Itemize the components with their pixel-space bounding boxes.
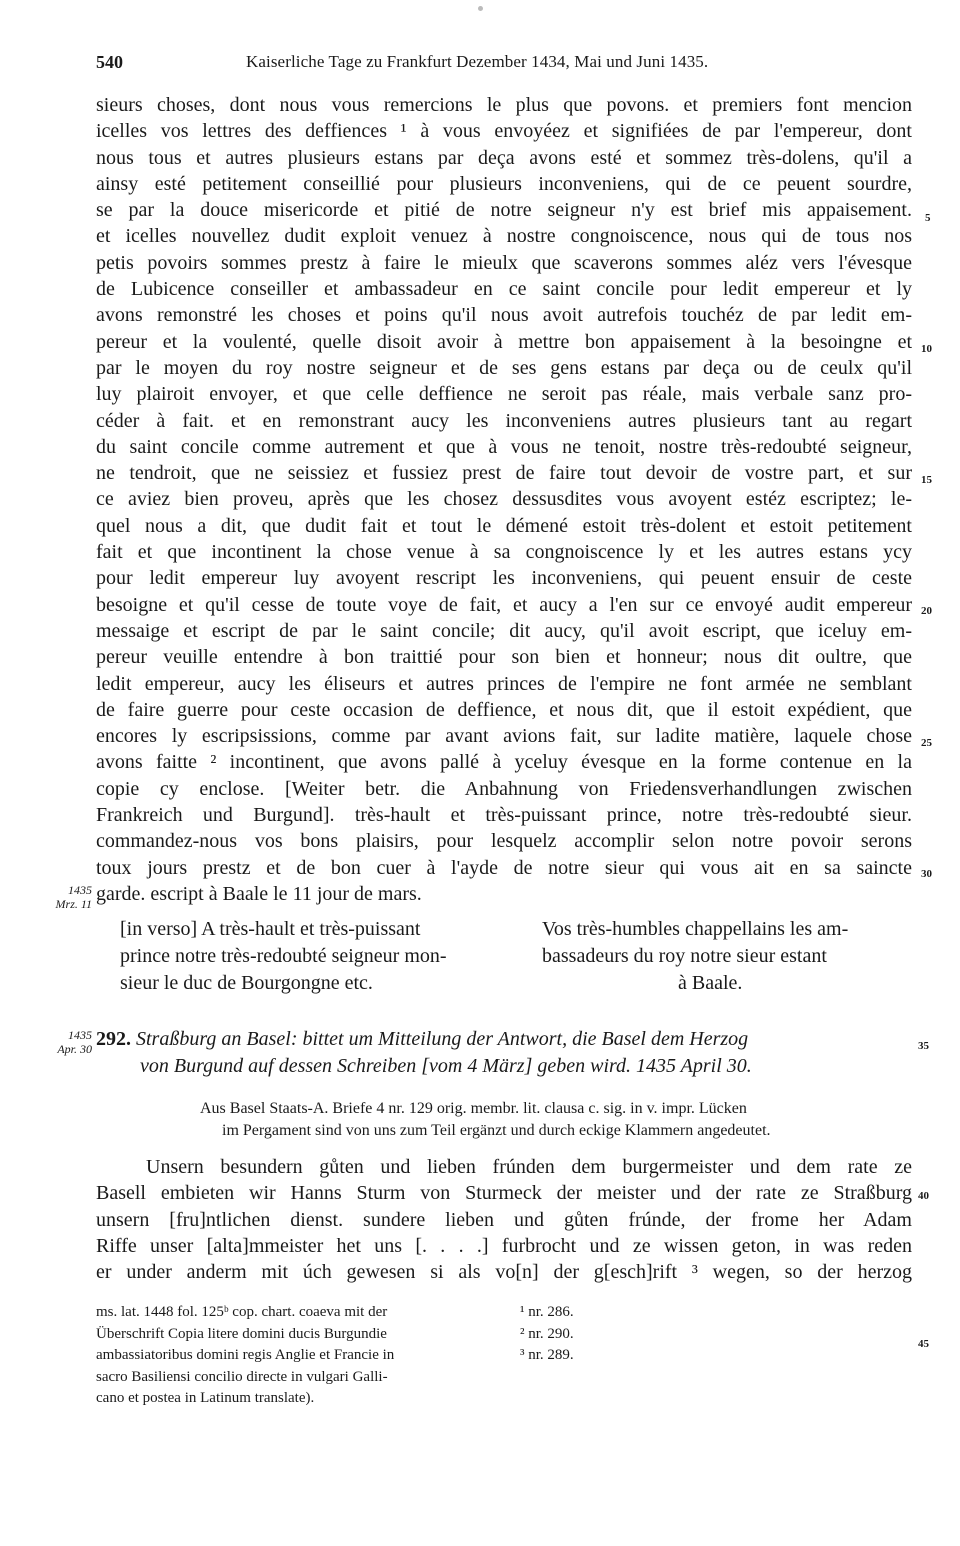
- line-number: 15: [921, 474, 932, 486]
- footnote-line: ambassiatoribus domini regis Anglie et Francie in: [96, 1347, 395, 1363]
- page-number: 540: [96, 52, 123, 72]
- address-left: [120, 916, 520, 997]
- text-line: Riffe unser [alta]mmeister het uns [. . . .] furbrocht und ze wissen geton, in was reden: [96, 1234, 912, 1257]
- line-number: 45: [918, 1338, 929, 1350]
- text-line: Unsern besundern gůten und lieben frúnden dem burgermeister und dem rate ze: [146, 1156, 912, 1178]
- address-line: [in verso] A très-hault et très-puissant: [120, 918, 421, 940]
- footnote: ¹ nr. 286.: [520, 1304, 574, 1320]
- line-number: 40: [918, 1190, 929, 1202]
- text-line: de Lubicence conseiller et ambassadeur en ce saint concile pour ledit empereur et ly: [96, 278, 912, 301]
- text-line: luy plairoit envoyer, et que celle deffience ne seroit pas réale, mais verbale sanz pro-: [96, 383, 912, 406]
- address-line: bassadeurs du roy notre sieur estant: [542, 945, 827, 967]
- text-line: besoigne et qu'il cesse de toute voye de fait, et aucy a l'en sur ce envoyé audit empereur: [96, 593, 912, 616]
- address-line: à Baale.: [678, 972, 743, 994]
- text-line: nous tous et autres plusieurs estans par deça avons esté et sommez très-dolens, qu'il a: [96, 146, 912, 169]
- source-line: im Pergament sind von uns zum Teil ergänzt und durch eckige Klammern angedeutet.: [222, 1122, 771, 1139]
- text-line: ledit empereur, aucy les éliseurs et autres princes de l'empire ne font armée ne semblant: [96, 672, 912, 695]
- address-line: sieur le duc de Bourgongne etc.: [120, 972, 373, 994]
- text-line: encores ly escripsissions, comme par avant avions fait, sur ladite matière, laquele chose: [96, 725, 912, 748]
- text-line: et icelles nouvellez dudit exploit venuez à nostre congnoiscence, nous qui de tous nos: [96, 225, 912, 248]
- scan-mark: [478, 6, 483, 11]
- text-line: messaige et escript de par le saint concile; dit aucy, qu'il avoit escript, que iceluy em-: [96, 619, 912, 642]
- line-number: 35: [918, 1040, 929, 1052]
- footnote-line: sacro Basiliensi concilio directe in vulgari Galli-: [96, 1368, 388, 1385]
- text-line: pereur et la voulenté, quelle disoit avoir à mettre bon appaisement à la besoingne et: [96, 330, 912, 353]
- text-line: avons faitte ² incontinent, que avons pallé à yceluy évesque en la forme contenue en la: [96, 751, 912, 774]
- text-line: ne tendroit, que ne seissiez et fussiez prest de faire tout devoir de vostre part, et sur: [96, 462, 912, 485]
- text-line: ce aviez bien proveu, après que les chosez dessusdites vous avoyent estéz escriptez; le-: [96, 488, 912, 511]
- text-line: toux jours prestz et de bon cuer à l'ayde de notre sieur qui vous ait en sa saincte: [96, 856, 912, 879]
- text-line: du saint concile comme autrement et que à vous ne tenoit, nostre très-redoubté seigneur,: [96, 435, 912, 458]
- text-line: par le moyen du roy nostre seigneur et de ses gens estans par deça ou de ceulx qu'il: [96, 356, 912, 379]
- footnote-line: cano et postea in Latinum translate).: [96, 1390, 315, 1406]
- source-line: Aus Basel Staats-A. Briefe 4 nr. 129 orig. membr. lit. clausa c. sig. in v. impr. Lücken: [200, 1100, 747, 1117]
- line-number: 30: [921, 868, 932, 880]
- line-number: 5: [925, 212, 931, 224]
- line-number: 25: [921, 737, 932, 749]
- text-line: ainsy esté petitement conseillié pour plusieurs inconveniens, qui de ce peuent sourdre,: [96, 172, 912, 195]
- line-number: 20: [921, 605, 932, 617]
- text-line: sieurs choses, dont nous vous remercions le plus que povons. et premiers font mencion: [96, 94, 912, 116]
- document-heading: [96, 1026, 912, 1080]
- running-head: Kaiserliche Tage zu Frankfurt Dezember 1434, Mai und Juni 1435.: [246, 52, 709, 71]
- text-line: quel nous a dit, que dudit fait et tout le démené estoit très-dolent et estoit petitement: [96, 514, 912, 537]
- text-line: Basell embieten wir Hanns Sturm von Sturmeck der meister und der rate ze Straßburg: [96, 1182, 912, 1205]
- address-line: Vos très-humbles chappellains les am-: [542, 918, 849, 940]
- footnote-line: ms. lat. 1448 fol. 125ᵇ cop. chart. coaeva mit der: [96, 1304, 388, 1320]
- text-line: Frankreich und Burgund]. très-hault et très-puissant prince, notre très-redoubté sieur.: [96, 804, 912, 827]
- page-header: [96, 52, 916, 78]
- margin-date: [36, 883, 92, 911]
- text-line: de faire guerre pour ceste occasion de deffience, et nous dit, que il estoit expédient, que: [96, 698, 912, 721]
- margin-date: [36, 1028, 92, 1056]
- document-text: [96, 1154, 912, 1285]
- footnote: ² nr. 290.: [520, 1325, 574, 1342]
- footnote-source: [96, 1302, 506, 1410]
- margin-date-day: Mrz. 11: [55, 897, 92, 911]
- letter-text: [96, 92, 912, 907]
- text-line: pereur veuille entendre à bon traittié pour son bien et honneur; nous dit oultre, que: [96, 646, 912, 669]
- text-line: avons remonstré les choses et poins qu'il nous avoit autrefois touchéz de par ledit em-: [96, 304, 912, 327]
- text-line: fait et que incontinent la chose venue à sa congnoiscence ly et les autres estans ycy: [96, 541, 912, 564]
- text-line: unsern [fru]ntlichen dienst. sundere lieben und gůten frúnde, der frome her Adam: [96, 1208, 912, 1231]
- text-line: se par la douce misericorde et pitié de notre seigneur n'y est brief mis appaisement.: [96, 199, 912, 222]
- text-line: icelles vos lettres des deffiences ¹ à vous envoyéez et signifiées de par l'empereur, dont: [96, 120, 912, 143]
- margin-date-year: 1435: [68, 1028, 92, 1042]
- margin-date-day: Apr. 30: [57, 1042, 92, 1056]
- document-title-line: von Burgund auf dessen Schreiben [vom 4 März] geben wird. 1435 April 30.: [140, 1055, 752, 1077]
- line-number: 10: [921, 343, 932, 355]
- text-line: commandez-nous vos bons plaisirs, pour lesquelz accomplir selon notre povoir serons: [96, 830, 912, 853]
- document-title-line: Straßburg an Basel: bittet um Mitteilung der Antwort, die Basel dem Herzog: [136, 1028, 749, 1050]
- address-line: prince notre très-redoubté seigneur mon-: [120, 945, 447, 967]
- margin-date-year: 1435: [68, 883, 92, 897]
- document-number: 292.: [96, 1028, 131, 1050]
- address-right: [542, 916, 922, 997]
- text-line: pour ledit empereur luy avoyent rescript les inconveniens, qui peuent ensuir de ceste: [96, 567, 912, 590]
- footnotes-numbered: [520, 1302, 680, 1367]
- text-line: petis povoirs sommes prestz à faire le mieulx que scaverons sommes aléz vers l'évesque: [96, 251, 912, 274]
- text-line: er under anderm mit úch gewesen si als vo[n] der g[esch]rift ³ wegen, so der herzog: [96, 1261, 912, 1284]
- source-note: [200, 1098, 912, 1142]
- footnote-line: Überschrift Copia litere domini ducis Burgundie: [96, 1325, 387, 1342]
- footnote: ³ nr. 289.: [520, 1347, 574, 1363]
- text-line: céder à fait. et en remonstrant aucy les inconveniens autres plusieurs tant au regart: [96, 409, 912, 432]
- text-line: copie cy enclose. [Weiter betr. die Anbahnung von Friedensverhandlungen zwischen: [96, 777, 912, 800]
- text-line: garde. escript à Baale le 11 jour de mars.: [96, 882, 422, 905]
